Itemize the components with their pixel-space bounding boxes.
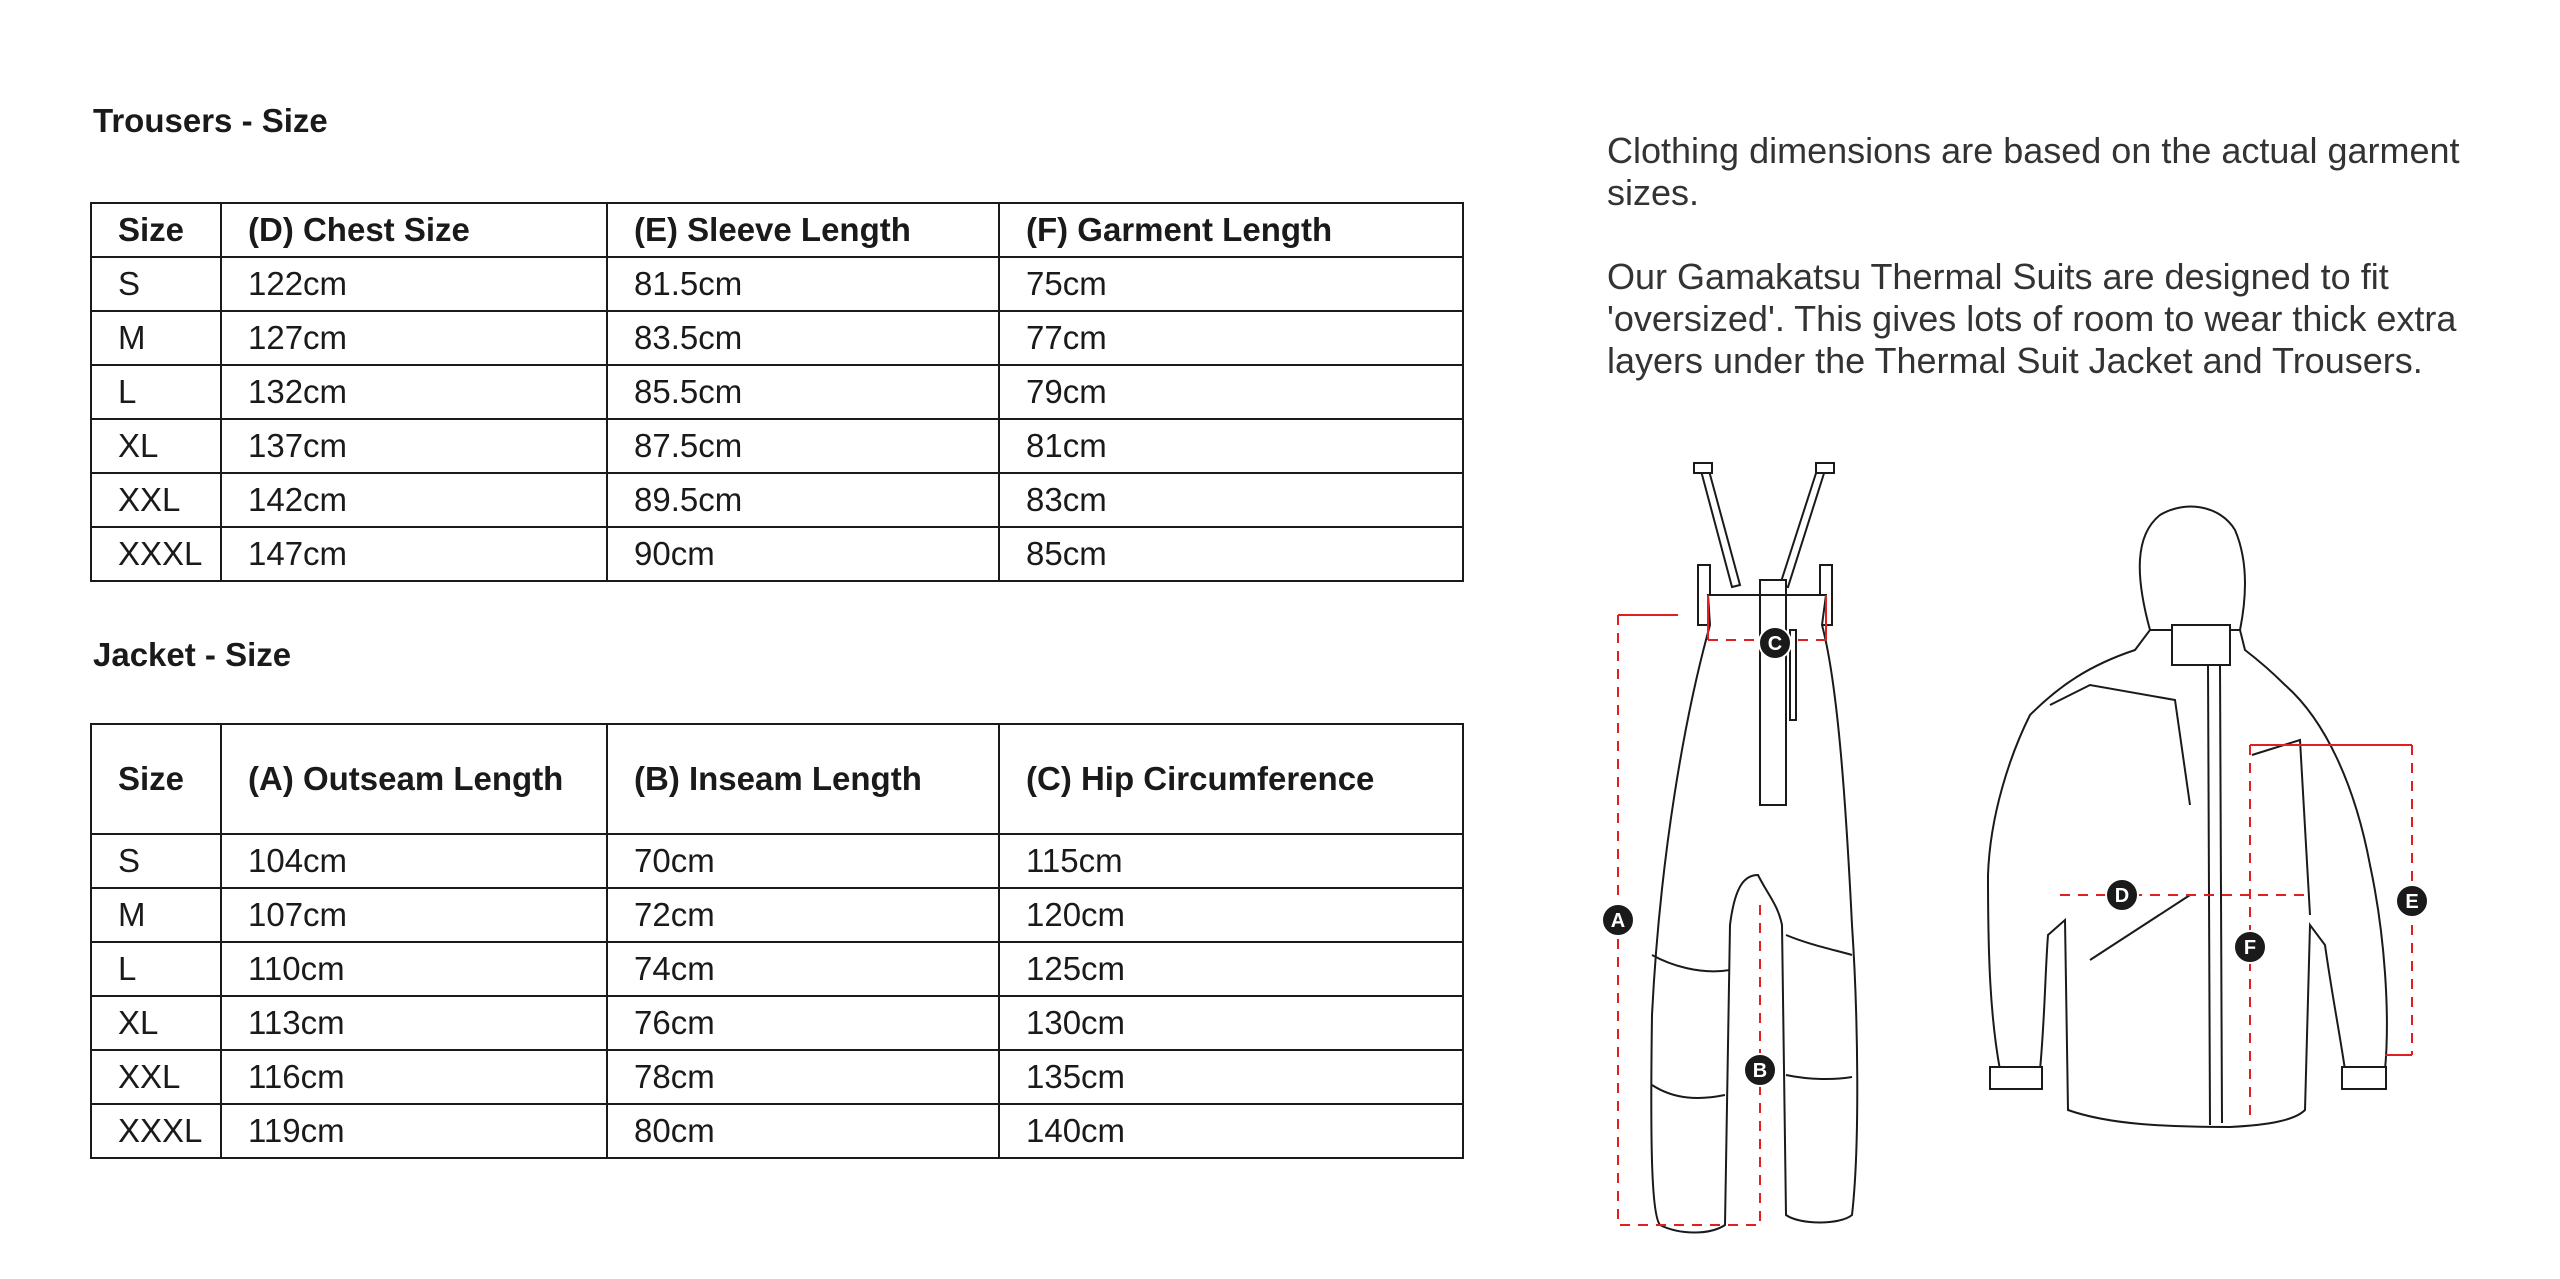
header-chest-size: (D) Chest Size [221,203,607,257]
table-row [91,1050,1463,1104]
table-cell: 125cm [999,942,1463,996]
marker-b-label: B [1752,1060,1768,1082]
header-outseam-length: (A) Outseam Length [221,724,607,834]
table-cell: 78cm [607,1050,999,1104]
table-row [91,888,1463,942]
jacket-size-table [90,723,1464,1159]
marker-c-icon [1759,627,1791,659]
table-cell: 83cm [999,473,1463,527]
table-cell: 147cm [221,527,607,581]
table-cell: 116cm [221,1050,607,1104]
table-cell: 104cm [221,834,607,888]
jacket-size-title: Jacket - Size [93,636,292,673]
table-cell: 79cm [999,365,1463,419]
jacket-drawing [1988,507,2387,1127]
table-cell: 85.5cm [607,365,999,419]
table-cell: 119cm [221,1104,607,1158]
header-hip-circumference: (C) Hip Circumference [999,724,1463,834]
marker-e-label: E [2405,891,2419,913]
table-cell: 110cm [221,942,607,996]
table-row [91,311,1463,365]
table-cell: 74cm [607,942,999,996]
marker-d-label: D [2114,885,2130,907]
table-header-row [91,724,1463,834]
table-cell: M [91,888,221,942]
table-cell: XXXL [91,527,221,581]
marker-d-icon [2106,879,2138,911]
table-row [91,1104,1463,1158]
table-cell: 140cm [999,1104,1463,1158]
table-cell: L [91,365,221,419]
table-cell: 137cm [221,419,607,473]
table-row [91,419,1463,473]
table-cell: 89.5cm [607,473,999,527]
table-cell: S [91,834,221,888]
info-paragraph-oversized: Our Gamakatsu Thermal Suits are designed to fit 'oversized'. This gives lots of room to wear thick extra layers under the Thermal Suit Jacket and Trousers. [1607,256,2457,381]
table-cell: S [91,257,221,311]
table-cell: XXXL [91,1104,221,1158]
table-cell: M [91,311,221,365]
table-cell: 115cm [999,834,1463,888]
table-cell: 81cm [999,419,1463,473]
table-cell: XL [91,419,221,473]
table-cell: 127cm [221,311,607,365]
header-size: Size [91,203,221,257]
table-cell: 81.5cm [607,257,999,311]
table-cell: XXL [91,473,221,527]
table-cell: 132cm [221,365,607,419]
marker-a-label: A [1610,910,1626,932]
garment-measurement-illustration [1590,455,2450,1245]
table-cell: XL [91,996,221,1050]
table-row [91,834,1463,888]
marker-f-icon [2234,931,2266,963]
table-cell: 77cm [999,311,1463,365]
marker-c-label: C [1767,633,1783,655]
table-row [91,473,1463,527]
trousers-size-table [90,202,1464,582]
table-row [91,257,1463,311]
table-row [91,942,1463,996]
table-cell: 135cm [999,1050,1463,1104]
table-cell: 120cm [999,888,1463,942]
table-cell: 130cm [999,996,1463,1050]
header-size: Size [91,724,221,834]
trousers-size-title: Trousers - Size [93,102,328,139]
marker-a-icon [1602,904,1634,936]
marker-f-label: F [2243,937,2257,959]
table-cell: 70cm [607,834,999,888]
table-cell: XXL [91,1050,221,1104]
table-cell: 113cm [221,996,607,1050]
header-garment-length: (F) Garment Length [999,203,1463,257]
table-cell: 80cm [607,1104,999,1158]
table-cell: 90cm [607,527,999,581]
info-paragraph-dimensions: Clothing dimensions are based on the actual garment sizes. [1607,130,2460,213]
table-cell: 107cm [221,888,607,942]
header-sleeve-length: (E) Sleeve Length [607,203,999,257]
table-row [91,365,1463,419]
table-row [91,996,1463,1050]
bib-trousers-drawing [1651,463,1857,1233]
marker-b-icon [1744,1054,1776,1086]
marker-e-icon [2396,885,2428,917]
table-row [91,527,1463,581]
table-cell: 83.5cm [607,311,999,365]
table-cell: 122cm [221,257,607,311]
table-cell: L [91,942,221,996]
table-cell: 75cm [999,257,1463,311]
table-cell: 87.5cm [607,419,999,473]
table-header-row [91,203,1463,257]
table-cell: 142cm [221,473,607,527]
table-cell: 85cm [999,527,1463,581]
table-cell: 72cm [607,888,999,942]
header-inseam-length: (B) Inseam Length [607,724,999,834]
table-cell: 76cm [607,996,999,1050]
